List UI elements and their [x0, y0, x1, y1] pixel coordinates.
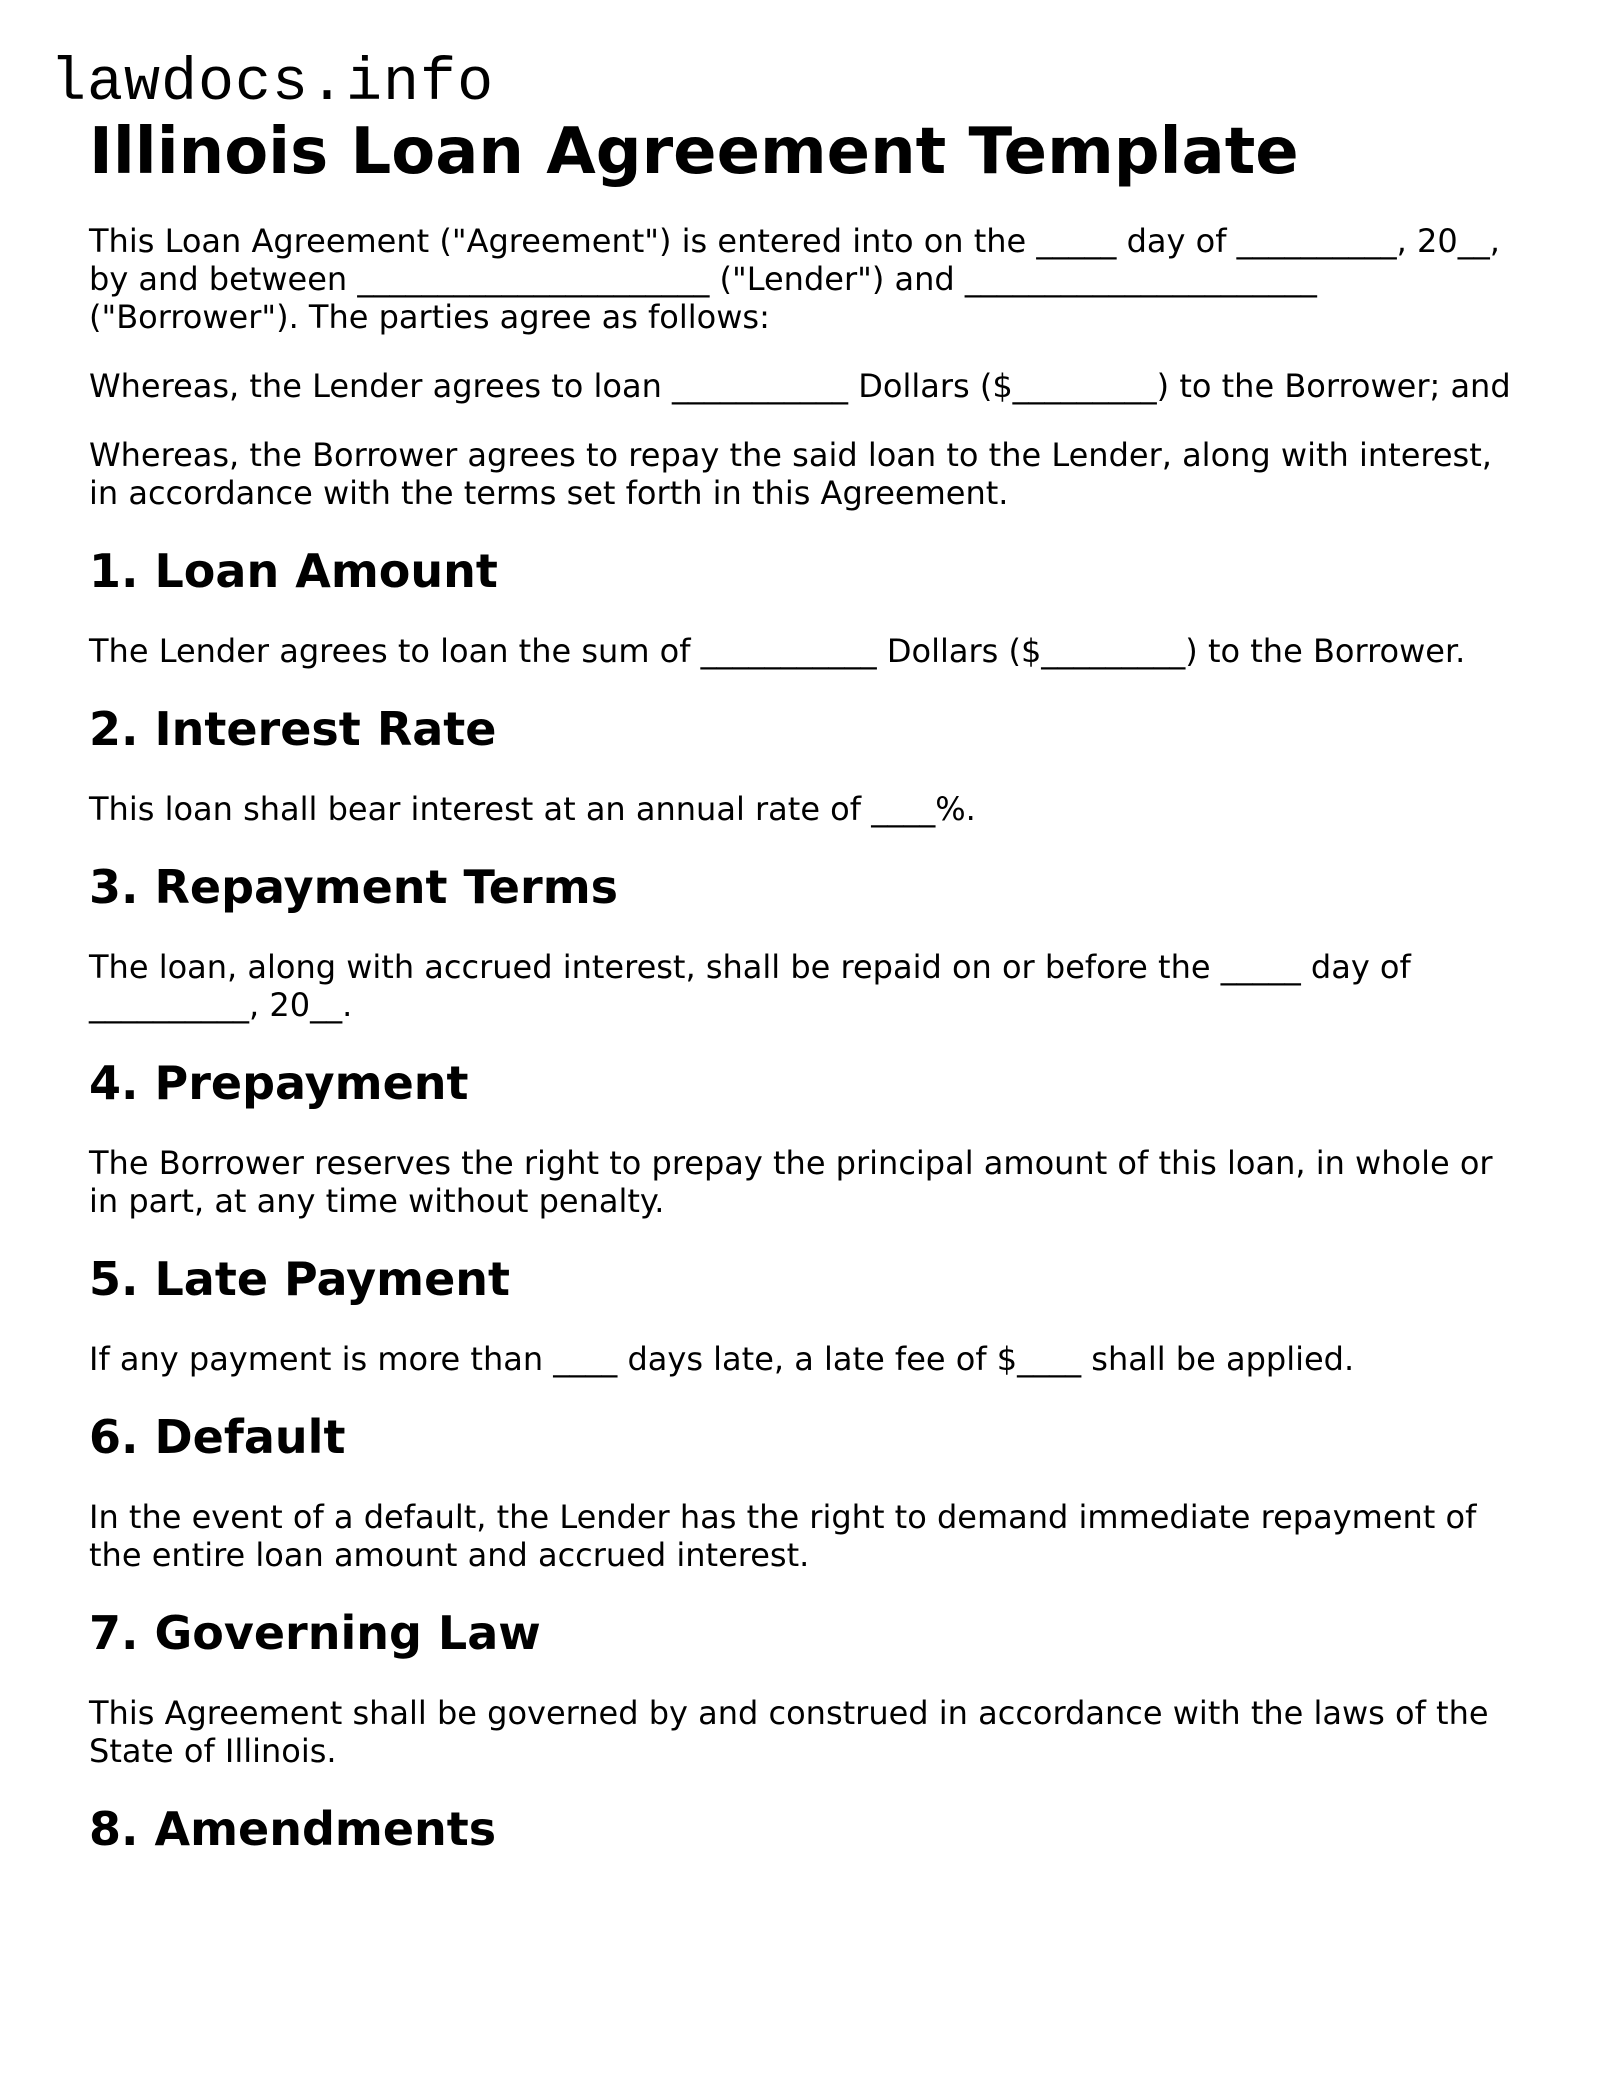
- document-body: [89, 112, 1529, 1890]
- section-heading-default: 6. Default: [89, 1410, 346, 1464]
- section-heading-late-payment: 5. Late Payment: [89, 1252, 511, 1306]
- intro-paragraph-parties: This Loan Agreement ("Agreement") is entered into on the _____ day of __________, 20__, by and between ______________________ ("Lender") and ______________________ ("Borrower"). The parties agree as follows:: [89, 222, 1500, 336]
- site-watermark: lawdocs.info: [50, 50, 495, 118]
- section-heading-governing-law: 7. Governing Law: [89, 1606, 541, 1660]
- section-text-default: In the event of a default, the Lender has the right to demand immediate repayment of the entire loan amount and accrued interest.: [89, 1498, 1477, 1574]
- section-heading-prepayment: 4. Prepayment: [89, 1056, 469, 1110]
- section-text-interest-rate: This loan shall bear interest at an annual rate of ____%.: [89, 790, 976, 828]
- section-heading-loan-amount: 1. Loan Amount: [89, 544, 498, 598]
- section-heading-repayment-terms: 3. Repayment Terms: [89, 860, 618, 914]
- section-text-governing-law: This Agreement shall be governed by and construed in accordance with the laws of the State of Illinois.: [89, 1694, 1489, 1770]
- section-text-repayment-terms: The loan, along with accrued interest, shall be repaid on or before the _____ day of __________, 20__.: [89, 948, 1411, 1024]
- section-text-late-payment: If any payment is more than ____ days late, a late fee of $____ shall be applied.: [89, 1340, 1355, 1378]
- section-text-prepayment: The Borrower reserves the right to prepay the principal amount of this loan, in whole or in part, at any time without penalty.: [89, 1144, 1493, 1220]
- document-title: Illinois Loan Agreement Template: [89, 115, 1299, 189]
- section-text-loan-amount: The Lender agrees to loan the sum of ___________ Dollars ($_________) to the Borrower.: [89, 632, 1466, 670]
- section-heading-amendments: 8. Amendments: [89, 1802, 497, 1856]
- intro-paragraph-borrower-whereas: Whereas, the Borrower agrees to repay the said loan to the Lender, along with interest, in accordance with the terms set forth in this Agreement.: [89, 436, 1492, 512]
- intro-paragraph-lender-whereas: Whereas, the Lender agrees to loan ___________ Dollars ($_________) to the Borrower; and: [89, 367, 1511, 405]
- section-heading-interest-rate: 2. Interest Rate: [89, 702, 497, 756]
